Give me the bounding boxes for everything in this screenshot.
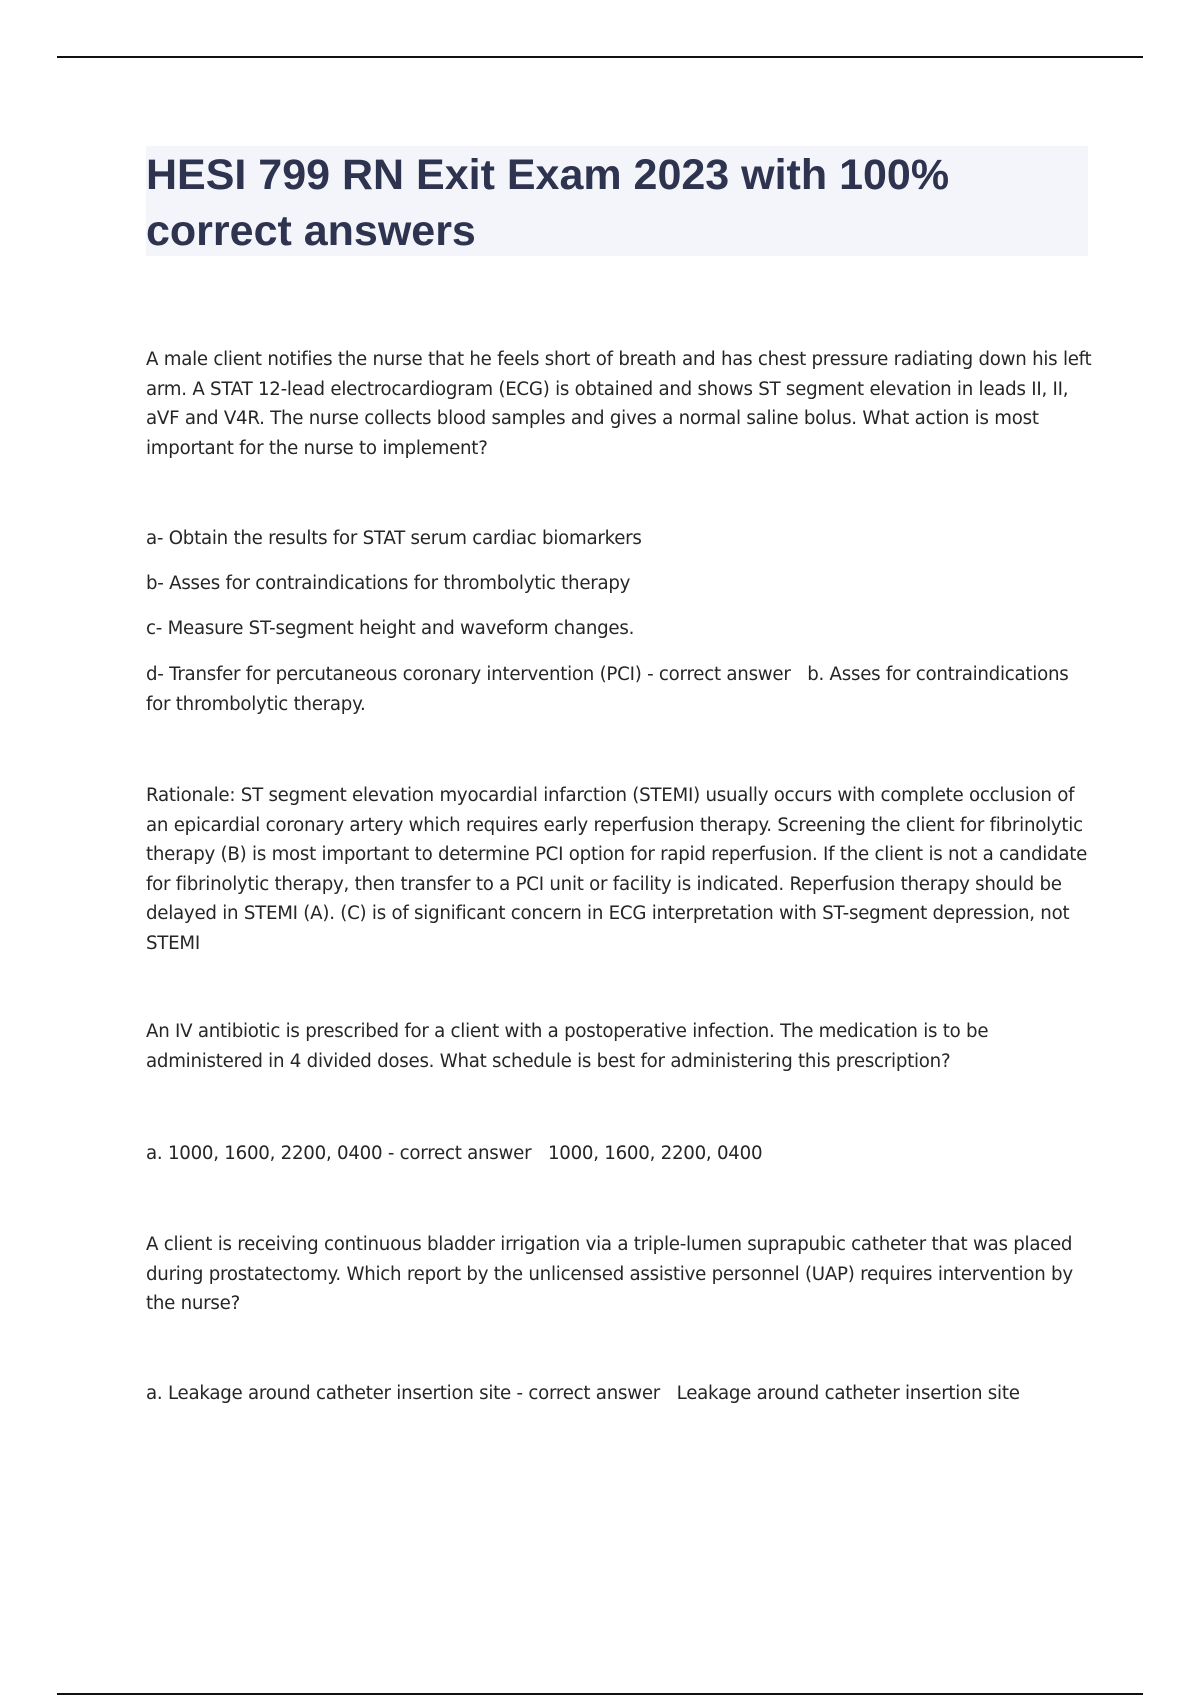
title-banner — [146, 146, 1088, 256]
question-1-option-b: b- Asses for contraindications for thrombolytic therapy — [146, 573, 631, 594]
question-1-option-d — [146, 660, 1096, 719]
document-title: HESI 799 RN Exit Exam 2023 with 100% correct answers — [146, 151, 950, 255]
question-2-option-a-text: a. 1000, 1600, 2200, 0400 - correct answer — [146, 1143, 532, 1164]
question-3-stem: A client is receiving continuous bladder irrigation via a triple-lumen suprapubic catheter that was placed during prostatectomy. Which report by the unlicensed assistive personnel (UAP) requires intervention by the nurse? — [146, 1234, 1073, 1314]
question-1-option-c: c- Measure ST-segment height and waveform changes. — [146, 618, 635, 639]
question-2-answer: 1000, 1600, 2200, 0400 — [547, 1143, 763, 1164]
question-1-rationale: Rationale: ST segment elevation myocardial infarction (STEMI) usually occurs with complete occlusion of an epicardial coronary artery which requires early reperfusion therapy. Screening the client for fibrinolytic therapy (B) is most important to determine PCI option for rapid reperfusion. If the client is not a candidate for fibrinolytic therapy, then transfer to a PCI unit or facility is indicated. Reperfusion therapy should be delayed in STEMI (A). (C) is of significant concern in ECG interpretation with ST-segment depression, not STEMI — [146, 785, 1088, 954]
question-2-option-a — [146, 1139, 1096, 1169]
bottom-rule — [57, 1693, 1143, 1695]
question-2-stem: An IV antibiotic is prescribed for a client with a postoperative infection. The medication is to be administered in 4 divided doses. What schedule is best for administering this prescription? — [146, 1021, 989, 1072]
question-1-answer: b. Asses for contraindications for thrombolytic therapy. — [146, 664, 1069, 715]
question-3-answer: Leakage around catheter insertion site — [676, 1383, 1020, 1404]
question-1-option-a: a- Obtain the results for STAT serum cardiac biomarkers — [146, 528, 642, 549]
question-3-option-a — [146, 1379, 1096, 1409]
top-rule — [57, 56, 1143, 58]
question-1-stem: A male client notifies the nurse that he feels short of breath and has chest pressure radiating down his left arm. A STAT 12-lead electrocardiogram (ECG) is obtained and shows ST segment elevation in leads II, II, aVF and V4R. The nurse collects blood samples and gives a normal saline bolus. What action is most important for the nurse to implement? — [146, 349, 1092, 459]
question-3-option-a-text: a. Leakage around catheter insertion site - correct answer — [146, 1383, 661, 1404]
question-1-option-d-text: d- Transfer for percutaneous coronary intervention (PCI) - correct answer — [146, 664, 791, 685]
